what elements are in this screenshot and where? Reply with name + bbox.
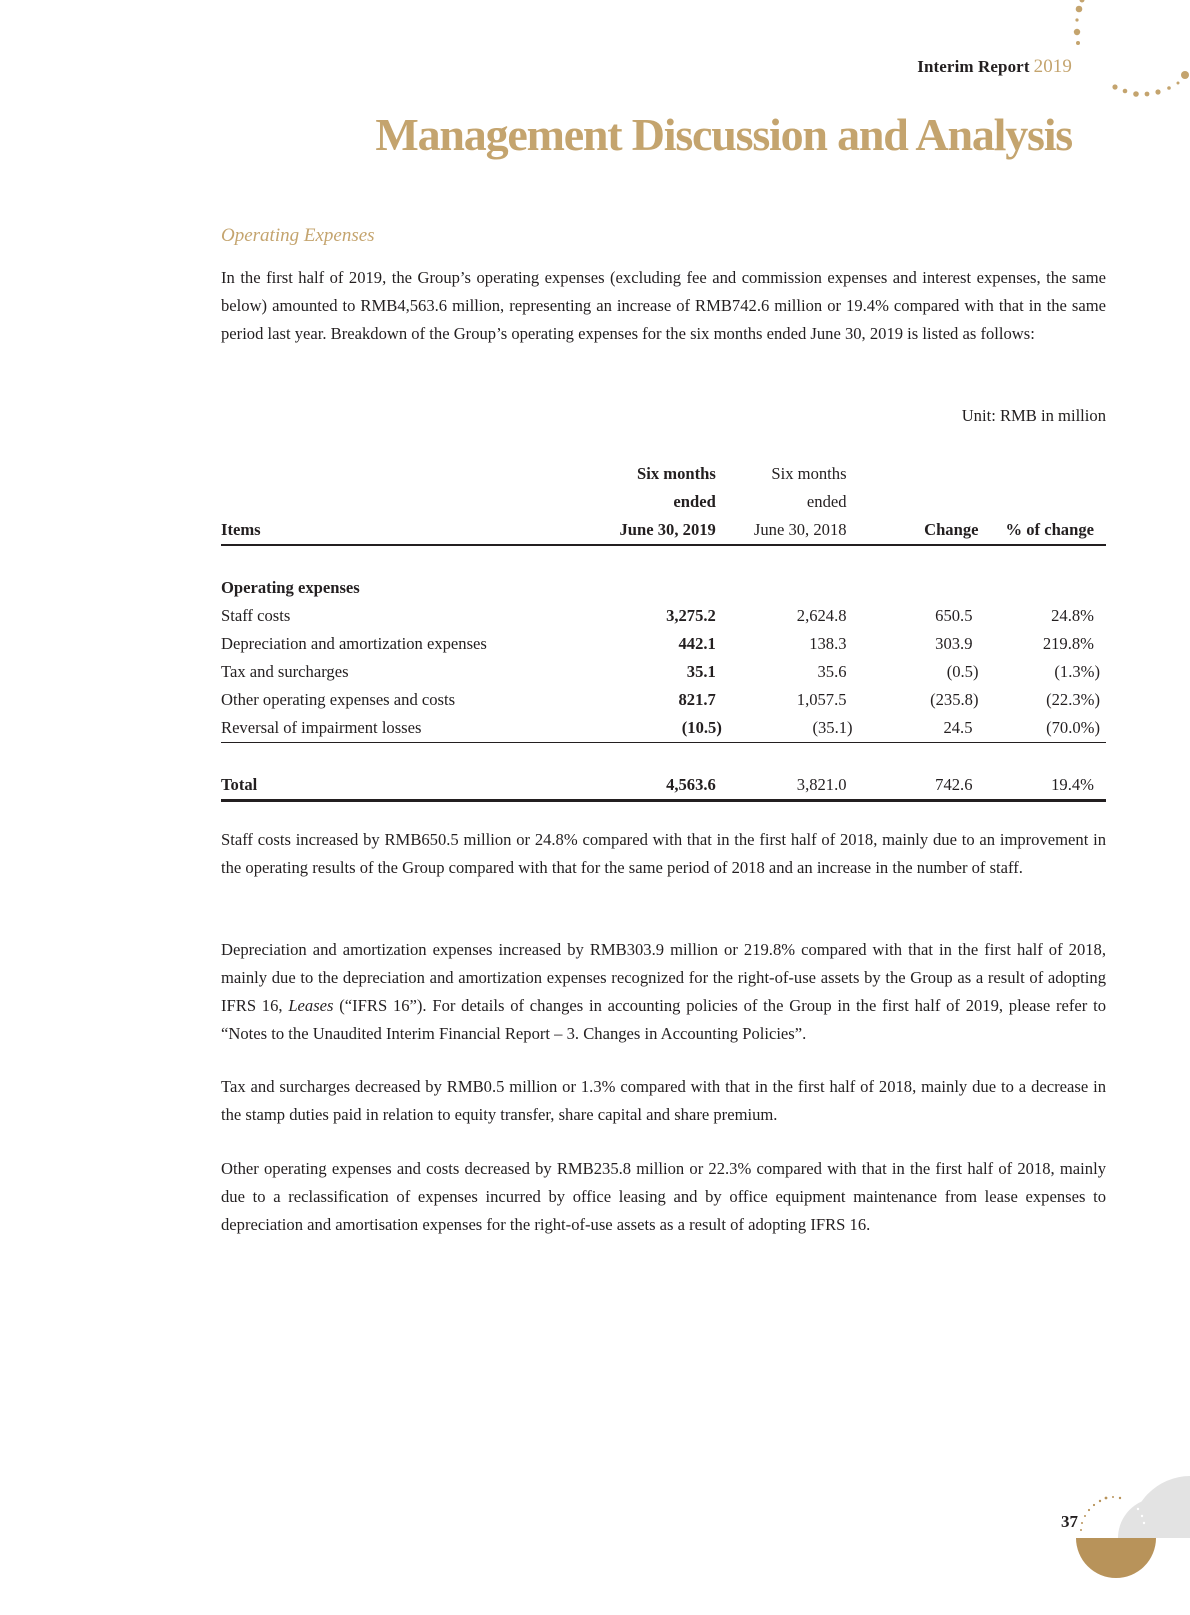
row-current: 3,275.2 — [666, 606, 716, 625]
staff-costs-paragraph: Staff costs increased by RMB650.5 million or 24.8% compared with that in the first half of 2018, mainly due to an improvement in the operating results of the Group compared with that for the same period of 2018 and an increase in the number of staff. — [221, 830, 1106, 877]
header-items: Items — [221, 516, 582, 545]
leases-italic: Leases — [288, 996, 334, 1015]
header-pct-change: % of change — [979, 516, 1107, 545]
row-change: 24.5 — [853, 714, 979, 743]
row-prior: 138.3 — [809, 634, 847, 653]
row-change: (235.8) — [930, 690, 979, 709]
depreciation-text-part1: Depreciation and amortization expenses increased by RMB303.9 million or 219.8% compared with that in the first half of 2018, mainly due to the depreciation and amortization expenses recognized for the right-of-use assets by the Group as a result of adopting IFRS 16, — [221, 940, 1106, 1015]
running-header — [917, 56, 1072, 78]
row-pct: 24.8% — [1051, 606, 1094, 625]
row-prior: (35.1) — [722, 714, 853, 743]
table-row — [221, 686, 1106, 714]
page-number: 37 — [1061, 1512, 1078, 1531]
table-header-row — [221, 516, 1106, 545]
table-row — [221, 658, 1106, 686]
row-current: 821.7 — [678, 690, 716, 709]
row-prior: 35.6 — [817, 662, 847, 681]
row-current: 442.1 — [678, 634, 716, 653]
header-prior-period-line2: ended — [806, 492, 847, 511]
unit-label: Unit: RMB in million — [961, 406, 1106, 425]
row-item: Reversal of impairment losses — [221, 714, 582, 743]
intro-paragraph: In the first half of 2019, the Group’s operating expenses (excluding fee and commission expenses and interest expenses, the same below) amounted to RMB4,563.6 million, representing an increase of RMB742.6 million or 19.4% compared with that in the same period last year. Breakdown of the Group’s operating expenses for the six months ended June 30, 2019 is listed as follows: — [221, 268, 1106, 343]
row-item: Tax and surcharges — [221, 662, 349, 681]
other-expenses-paragraph: Other operating expenses and costs decreased by RMB235.8 million or 22.3% compared with that in the first half of 2018, mainly due to a reclassification of expenses incurred by office leasing and by office equipment maintenance from lease expenses to depreciation and amortisation expenses for the right-of-use assets as a result of adopting IFRS 16. — [221, 1159, 1106, 1234]
total-pct: 19.4% — [979, 771, 1107, 801]
row-pct: 219.8% — [1042, 634, 1094, 653]
page-title: Management Discussion and Analysis — [375, 109, 1072, 160]
total-change: 742.6 — [853, 771, 979, 801]
row-item: Other operating expenses and costs — [221, 690, 456, 709]
row-item: Depreciation and amortization expenses — [221, 634, 487, 653]
total-prior: 3,821.0 — [722, 771, 853, 801]
operating-expenses-table — [221, 460, 1106, 802]
depreciation-paragraph — [221, 936, 1106, 1048]
row-pct: (70.0%) — [979, 714, 1107, 743]
total-current: 4,563.6 — [582, 771, 722, 801]
row-item: Staff costs — [221, 606, 291, 625]
total-row — [221, 771, 1106, 801]
dotted-arc-decoration-top — [1060, 0, 1190, 105]
group-label: Operating expenses — [221, 578, 360, 597]
total-label: Total — [221, 771, 582, 801]
table-row — [221, 602, 1106, 630]
group-label-row — [221, 574, 1106, 602]
report-year: 2019 — [1033, 56, 1072, 77]
report-name: Interim Report — [917, 57, 1030, 76]
row-current: (10.5) — [582, 714, 722, 743]
header-change: Change — [853, 516, 979, 545]
row-change: 303.9 — [935, 634, 973, 653]
row-pct: (22.3%) — [1046, 690, 1100, 709]
header-current-period-line3: June 30, 2019 — [582, 516, 722, 545]
tax-paragraph: Tax and surcharges decreased by RMB0.5 million or 1.3% compared with that in the first half of 2018, mainly due to a decrease in the stamp duties paid in relation to equity transfer, share capital and share premium. — [221, 1077, 1106, 1124]
half-circle-decoration-bottom — [1060, 1470, 1190, 1615]
row-current: 35.1 — [686, 662, 716, 681]
header-current-period-line2: ended — [673, 492, 716, 511]
depreciation-text-part2: (“IFRS 16”). For details of changes in accounting policies of the Group in the first half of 2019, please refer to “Notes to the Unaudited Interim Financial Report – 3. Changes in Accounting Policies”. — [221, 996, 1106, 1043]
row-prior: 2,624.8 — [796, 606, 847, 625]
table-row — [221, 714, 1106, 743]
row-prior: 1,057.5 — [796, 690, 847, 709]
header-prior-period-line1: Six months — [771, 464, 847, 483]
header-current-period-line1: Six months — [636, 464, 716, 483]
header-prior-period-line3: June 30, 2018 — [722, 516, 853, 545]
row-change: 650.5 — [935, 606, 973, 625]
section-heading: Operating Expenses — [221, 225, 375, 246]
row-pct: (1.3%) — [1054, 662, 1100, 681]
row-change: (0.5) — [946, 662, 979, 681]
table-row — [221, 630, 1106, 658]
